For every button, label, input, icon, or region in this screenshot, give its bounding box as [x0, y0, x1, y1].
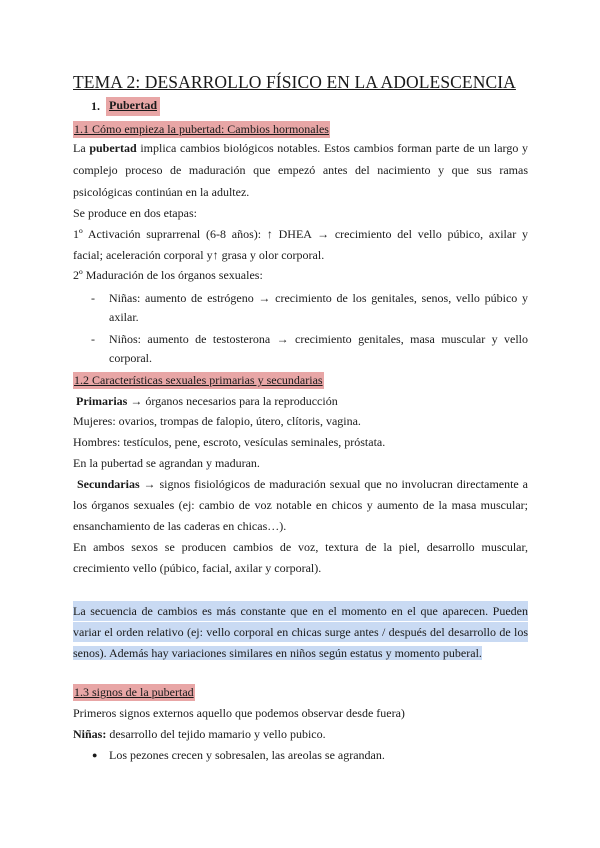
- text-span: desarrollo del tejido mamario y vello pubico.: [106, 727, 326, 741]
- stages-intro: Se produce en dos etapas:: [73, 206, 197, 220]
- primary-grow: En la pubertad se agrandan y maduran.: [73, 456, 260, 470]
- stage-2-line: 2º Maduración de los órganos sexuales:: [73, 268, 263, 282]
- signs-first: Primeros signos externos aquello que podemos observar desde fuera): [73, 706, 405, 720]
- text-span: La: [73, 141, 90, 155]
- stage-1-line: facial; aceleración corporal y↑ grasa y olor corporal.: [73, 248, 325, 262]
- page-title: TEMA 2: DESARROLLO FÍSICO EN LA ADOLESCENCIA: [73, 72, 516, 92]
- subheading-1-2: 1.2 Características sexuales primarias y secundarias: [74, 373, 323, 387]
- section-heading-pubertad: Pubertad: [106, 97, 160, 116]
- list-item-bullet: Los pezones crecen y sobresalen, las areolas se agrandan.: [109, 748, 385, 762]
- bold-term-secundarias: Secundarias: [76, 477, 140, 491]
- bold-term-ninas: Niñas:: [73, 727, 107, 741]
- text-span: implica cambios biológicos notables. Estos cambios forman parte de un largo y: [136, 141, 528, 155]
- bullet-dot: ●: [92, 750, 98, 760]
- paragraph-line: psicológicas continúan en la adultez.: [73, 185, 250, 199]
- note-line: variar el orden relativo (ej: vello corporal en chicas surge antes / después del desarrollo de los: [73, 622, 528, 642]
- secondary-line: [73, 476, 528, 492]
- list-item-girls: Niñas: aumento de estrógeno → crecimiento de los genitales, senos, vello púbico y: [109, 291, 528, 305]
- list-item-girls: axilar.: [109, 310, 139, 324]
- secondary-line: los órganos sexuales (ej: cambio de voz notable en chicos y aumento de la masa muscular;: [73, 498, 528, 512]
- subheading-1-3: 1.3 signos de la pubertad: [74, 685, 194, 699]
- secondary-line: ensanchamiento de las caderas en chicas…).: [73, 519, 287, 533]
- text-span: → órganos necesarios para la reproducción: [127, 394, 338, 408]
- paragraph-line: [73, 140, 528, 156]
- stage-1-line: 1º Activación suprarrenal (6-8 años): ↑ DHEA → crecimiento del vello púbico, axilar y: [73, 227, 528, 241]
- secondary-line: crecimiento vello (púbico, facial, axilar y corporal).: [73, 561, 322, 575]
- text-span: → signos fisiológicos de maduración sexual que no involucran directamente a: [139, 477, 529, 491]
- bold-term-pubertad: pubertad: [89, 141, 137, 155]
- primary-line: [73, 393, 528, 409]
- signs-girls: [73, 726, 528, 742]
- dash-bullet: -: [91, 291, 95, 305]
- list-item-boys: Niños: aumento de testosterona → crecimiento genitales, masa muscular y vello: [109, 332, 528, 346]
- note-line: La secuencia de cambios es más constante que en el momento en el que aparecen. Pueden: [73, 601, 528, 621]
- note-highlight: senos). Además hay variaciones similares en niños según estatus y momento puberal.: [73, 646, 482, 660]
- primary-men: Hombres: testículos, pene, escroto, vesículas seminales, próstata.: [73, 435, 386, 449]
- list-item-boys: corporal.: [109, 351, 152, 365]
- primary-women: Mujeres: ovarios, trompas de falopio, útero, clítoris, vagina.: [73, 414, 361, 428]
- section-number: 1.: [91, 99, 100, 113]
- note-line: [73, 643, 528, 663]
- subheading-1-1: 1.1 Cómo empieza la pubertad: Cambios hormonales: [74, 122, 329, 136]
- paragraph-line: complejo proceso de maduración que empezó antes del nacimiento y que sus ramas: [73, 163, 528, 177]
- dash-bullet: -: [91, 332, 95, 346]
- secondary-line: En ambos sexos se producen cambios de voz, textura de la piel, desarrollo muscular,: [73, 540, 528, 554]
- bold-term-primarias: Primarias: [76, 394, 128, 408]
